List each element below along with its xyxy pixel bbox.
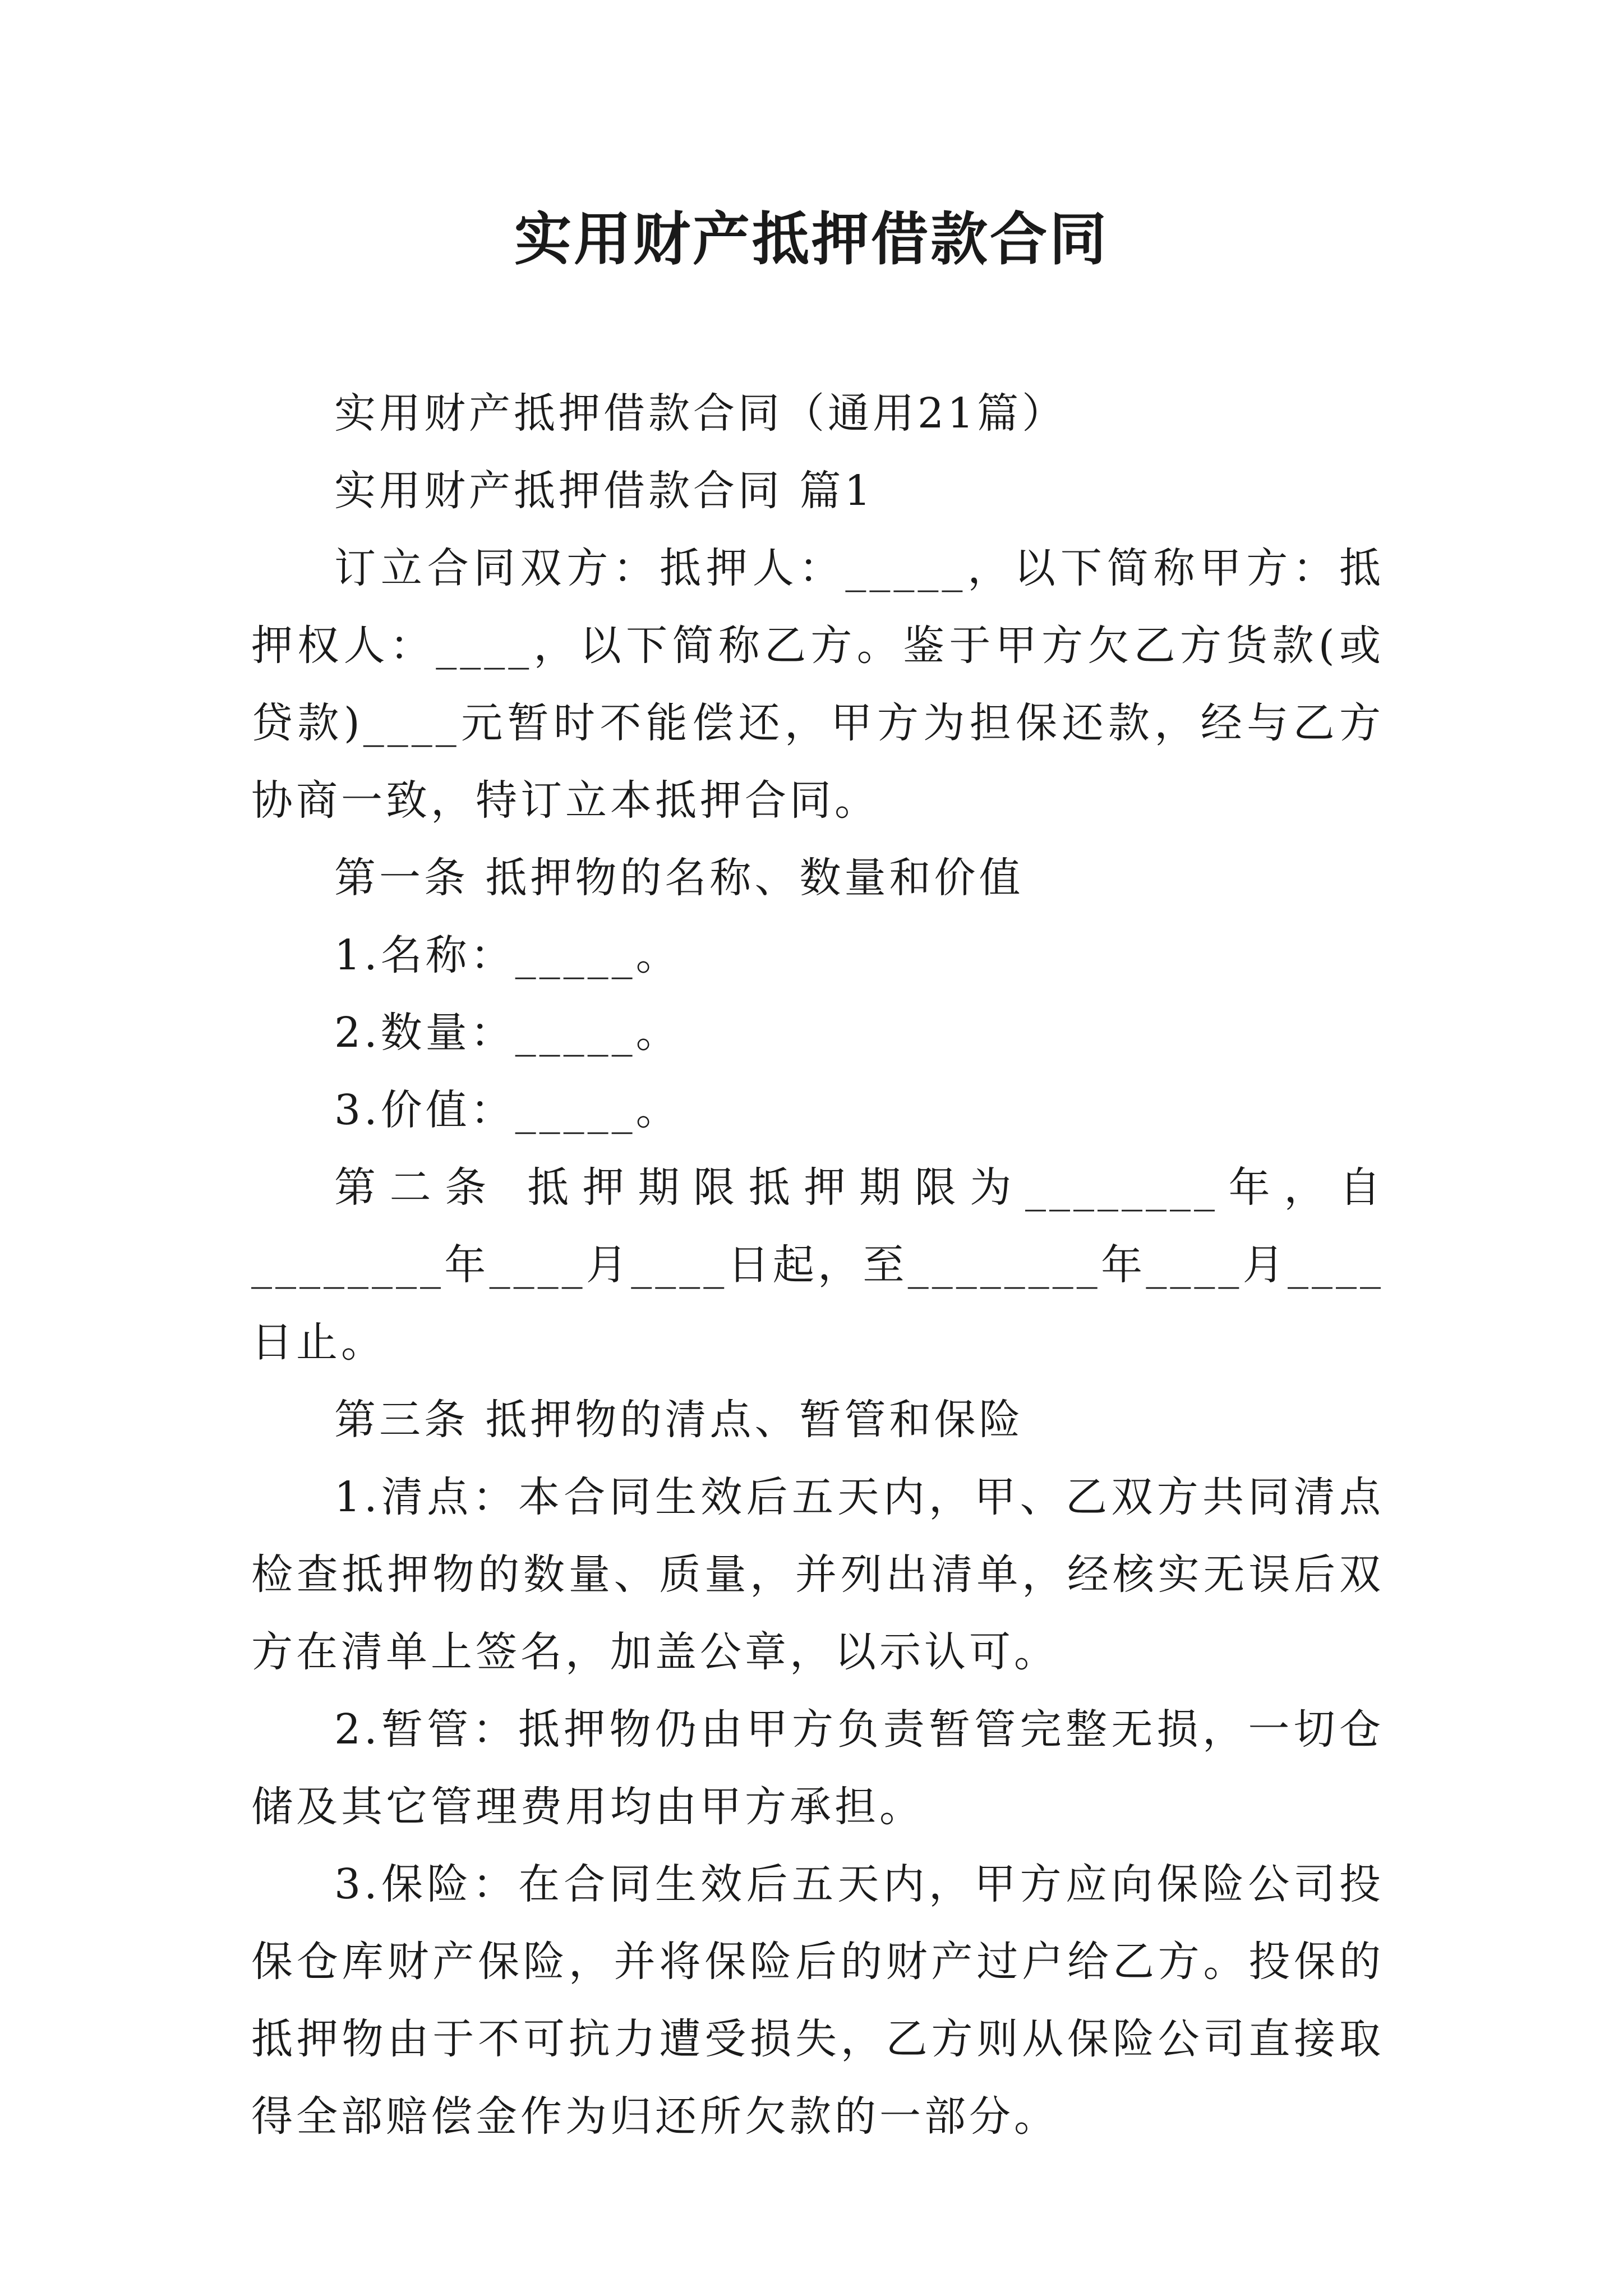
paragraph-item-quantity: 2.数量：_____。 — [334, 1009, 681, 1057]
paragraph-insurance: 3.保险：在合同生效后五天内，甲方应向保险公司投保仓库财产保险，并将保险后的财产过户给乙方。投保的抵押物由于不可抗力遭受损失，乙方则从保险公司直接取得全部赔偿金作为归还所欠款的一部分。 — [251, 1860, 1384, 2141]
paragraph-custody: 2.暂管：抵押物仍由甲方负责暂管完整无损，一切仓储及其它管理费用均由甲方承担。 — [251, 1705, 1384, 1831]
paragraph-inventory: 1.清点：本合同生效后五天内，甲、乙双方共同清点检查抵押物的数量、质量，并列出清单，经核实无误后双方在清单上签名，加盖公章，以示认可。 — [251, 1473, 1384, 1676]
document-body — [251, 375, 1384, 2155]
paragraph-article-1-heading: 第一条 抵押物的名称、数量和价值 — [334, 854, 1024, 902]
paragraph-parties: 订立合同双方：抵押人：_____，以下简称甲方：抵押权人：____，以下简称乙方。鉴于甲方欠乙方货款(或贷款)____元暂时不能偿还，甲方为担保还款，经与乙方协商一致，特订立本抵押合同。 — [251, 544, 1384, 825]
paragraph-article-3-heading: 第三条 抵押物的清点、暂管和保险 — [334, 1396, 1024, 1444]
paragraph-item-value: 3.价值：_____。 — [334, 1086, 681, 1134]
document-title: 实用财产抵押借款合同 — [514, 206, 1109, 273]
paragraph-item-name: 1.名称：_____。 — [334, 931, 681, 979]
paragraph-section-heading: 实用财产抵押借款合同 篇1 — [334, 467, 874, 515]
paragraph-article-2: 第二条 抵押期限抵押期限为________年，自________年____月____日起，至________年____月____日止。 — [251, 1163, 1384, 1366]
paragraph-collection-title: 实用财产抵押借款合同（通用21篇） — [334, 389, 1067, 438]
